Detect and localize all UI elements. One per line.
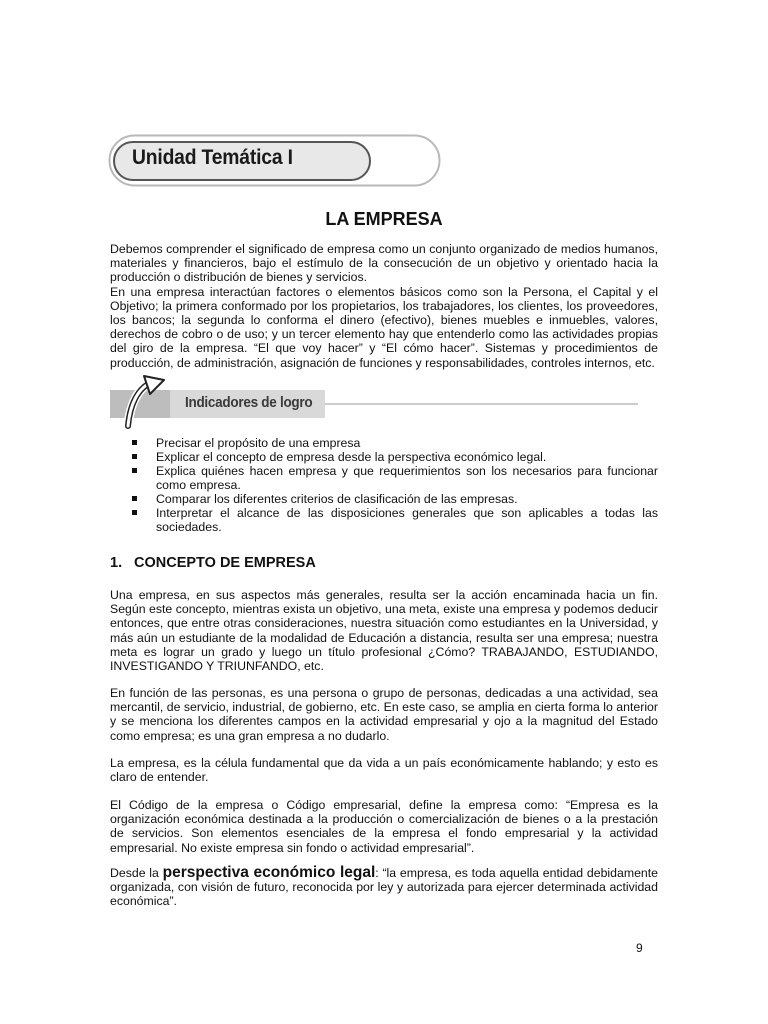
concept-paragraph-3: La empresa, es la célula fundamental que da vida a un país económicamente hablando; y esto es claro de entender. xyxy=(110,756,658,785)
bullet-square-icon xyxy=(132,510,137,515)
intro-text xyxy=(110,242,658,370)
section-title: CONCEPTO DE EMPRESA xyxy=(134,555,316,571)
document-title: LA EMPRESA xyxy=(325,209,443,229)
bullet-square-icon xyxy=(132,454,137,459)
list-item: Comparar los diferentes criterios de clasificación de las empresas. xyxy=(131,492,658,506)
list-item: Interpretar el alcance de las disposiciones generales que son aplicables a todas las sociedades. xyxy=(131,506,658,534)
intro-paragraph-1: Debemos comprender el significado de empresa como un conjunto organizado de medios humanos, materiales y financieros, bajo el estímulo de la consecución de un objetivo y orientado hacia la producción o distribución de bienes y servicios. xyxy=(110,242,658,285)
intro-paragraph-2: En una empresa interactúan factores o elementos básicos como son la Persona, el Capital y el Objetivo; la primera conformado por los propietarios, los trabajadores, los clientes, los proveedores, los bancos; la segunda lo conforma el dinero (efectivo), bienes muebles e inmuebles, valores, derechos de cobro o de uso; y un tercer elemento hay que entenderlo como las actividades propias del giro de la empresa. “El que voy hacer” y “El cómo hacer”. Sistemas y procedimientos de producción, de administración, asignación de funciones y responsabilidades, controles internos, etc. xyxy=(110,284,658,370)
concept-paragraph-4: El Código de la empresa o Código empresarial, define la empresa como: “Empresa es la organización económica destinada a la producción o comercialización de bienes o a la prestación de servicios. Son elementos esenciales de la empresa el fondo empresarial y la actividad empresarial. No existe empresa sin fondo o actividad empresarial”. xyxy=(110,798,658,855)
bullet-square-icon xyxy=(132,496,137,501)
concept-paragraph-2: En función de las personas, es una persona o grupo de personas, dedicadas a una actividad, sea mercantil, de servicio, industrial, de gobierno, etc. En este caso, se amplia en cierta forma lo anterior y se menciona los diferentes campos en la actividad empresarial y ojo a la magnitud del Estado como empresa; es una gran empresa a no dudarlo. xyxy=(110,686,658,743)
section-number: 1. xyxy=(110,555,123,571)
list-item: Explicar el concepto de empresa desde la perspectiva económico legal. xyxy=(131,450,658,464)
concept-paragraph-1: Una empresa, en sus aspectos más generales, resulta ser la acción encaminada hacia un fin. Según este concepto, mientras exista un objetivo, una meta, existe una empresa y podemos deducir entonces, que entre otras consideraciones, nuestra situación como estudiantes en la Universidad, y más aún un estudiante de la modalidad de Educación a distancia, resulta ser una empresa; nuestra meta es lograr un grado y luego un título profesional ¿Cómo? TRABAJANDO, ESTUDIANDO, INVESTIGANDO Y TRIUNFANDO, etc. xyxy=(110,588,658,674)
emphasis-term: perspectiva económico legal xyxy=(162,864,376,881)
bullet-square-icon xyxy=(132,468,137,473)
unit-banner xyxy=(108,134,442,188)
section-heading xyxy=(110,555,316,571)
page-number: 9 xyxy=(636,941,643,955)
unit-title: Unidad Temática I xyxy=(132,146,293,169)
indicators-banner xyxy=(110,374,640,430)
list-item: Precisar el propósito de una empresa xyxy=(131,436,658,450)
indicators-list xyxy=(131,436,658,534)
list-item: Explica quiénes hacen empresa y que requerimientos son los necesarios para funcionar como empresa. xyxy=(131,464,658,492)
indicators-label: Indicadores de logro xyxy=(185,394,313,411)
bullet-square-icon xyxy=(132,440,137,445)
concept-paragraph-5: Desde la perspectiva económico legal: “la empresa, es toda aquella entidad debidamente organizada, con visión de futuro, reconocida por ley y autorizada para ejercer determinada actividad económica”. xyxy=(110,864,658,909)
